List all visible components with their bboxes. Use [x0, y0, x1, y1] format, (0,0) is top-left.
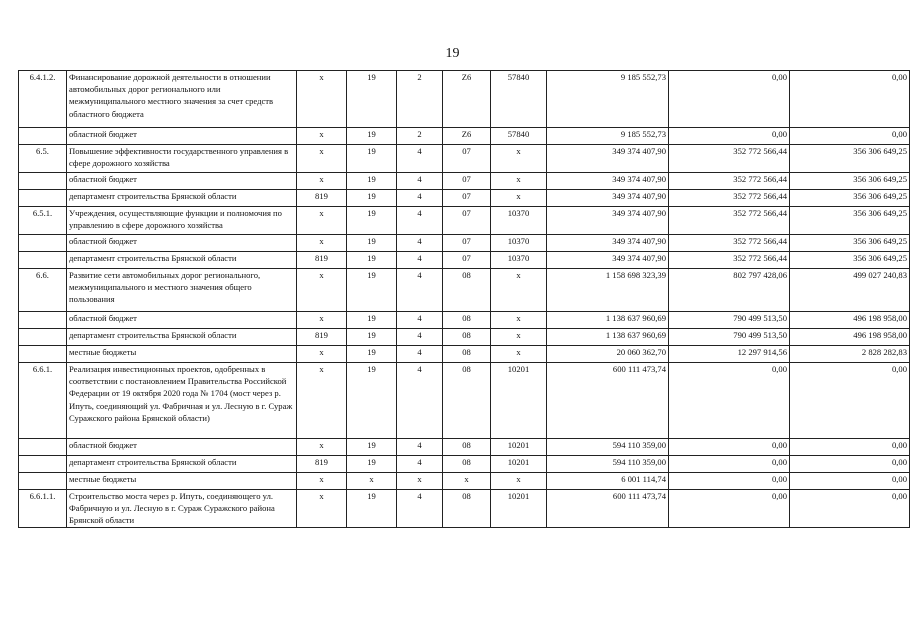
row-expense-code: х	[491, 346, 547, 363]
row-section: 19	[347, 128, 397, 145]
row-grbs: х	[297, 173, 347, 190]
row-expense-code: х	[491, 473, 547, 490]
row-amount-year3: 356 306 649,25	[790, 252, 910, 269]
row-amount-year2: 352 772 566,44	[669, 173, 790, 190]
row-subsection: 4	[397, 190, 443, 207]
row-section: 19	[347, 145, 397, 173]
row-grbs: х	[297, 363, 347, 439]
row-amount-year1: 20 060 362,70	[547, 346, 669, 363]
row-expense-code: х	[491, 173, 547, 190]
row-section: 19	[347, 190, 397, 207]
row-number	[19, 312, 67, 329]
table-row	[19, 456, 910, 473]
row-expense-code: 57840	[491, 128, 547, 145]
table-row	[19, 128, 910, 145]
row-target-code: 08	[443, 456, 491, 473]
row-target-code: 08	[443, 312, 491, 329]
row-grbs: х	[297, 269, 347, 312]
row-grbs: х	[297, 235, 347, 252]
row-amount-year1: 349 374 407,90	[547, 173, 669, 190]
row-grbs: х	[297, 312, 347, 329]
row-amount-year1: 349 374 407,90	[547, 145, 669, 173]
row-amount-year2: 790 499 513,50	[669, 329, 790, 346]
row-name: департамент строительства Брянской области	[67, 190, 297, 207]
row-amount-year2: 0,00	[669, 473, 790, 490]
row-number: 6.6.1.	[19, 363, 67, 439]
row-amount-year3: 356 306 649,25	[790, 145, 910, 173]
row-grbs: 819	[297, 252, 347, 269]
row-number: 6.6.	[19, 269, 67, 312]
row-number	[19, 252, 67, 269]
table-row	[19, 439, 910, 456]
row-amount-year1: 349 374 407,90	[547, 252, 669, 269]
row-name: департамент строительства Брянской области	[67, 456, 297, 473]
row-section: 19	[347, 207, 397, 235]
row-name: областной бюджет	[67, 128, 297, 145]
page-number: 19	[445, 46, 460, 61]
row-name: Развитие сети автомобильных дорог регионального, межмуниципального и местного значения общего пользования	[67, 269, 297, 312]
row-expense-code: 10370	[491, 252, 547, 269]
row-amount-year2: 0,00	[669, 490, 790, 528]
row-section: 19	[347, 235, 397, 252]
row-name: областной бюджет	[67, 235, 297, 252]
row-number: 6.4.1.2.	[19, 71, 67, 128]
row-section: х	[347, 473, 397, 490]
row-section: 19	[347, 363, 397, 439]
row-grbs: х	[297, 346, 347, 363]
row-subsection: 4	[397, 439, 443, 456]
row-amount-year3: 356 306 649,25	[790, 190, 910, 207]
table-row	[19, 329, 910, 346]
row-amount-year2: 12 297 914,56	[669, 346, 790, 363]
row-number	[19, 128, 67, 145]
row-name: департамент строительства Брянской области	[67, 252, 297, 269]
row-target-code: 08	[443, 346, 491, 363]
row-section: 19	[347, 329, 397, 346]
row-target-code: 07	[443, 207, 491, 235]
row-amount-year2: 802 797 428,06	[669, 269, 790, 312]
table-row	[19, 269, 910, 312]
row-target-code: 08	[443, 439, 491, 456]
row-subsection: 4	[397, 490, 443, 528]
row-number	[19, 439, 67, 456]
row-amount-year3: 0,00	[790, 363, 910, 439]
row-amount-year3: 496 198 958,00	[790, 312, 910, 329]
table-row	[19, 473, 910, 490]
row-amount-year2: 352 772 566,44	[669, 207, 790, 235]
table-row	[19, 363, 910, 439]
row-section: 19	[347, 269, 397, 312]
row-target-code: 08	[443, 490, 491, 528]
row-expense-code: 57840	[491, 71, 547, 128]
row-grbs: х	[297, 473, 347, 490]
row-amount-year2: 352 772 566,44	[669, 145, 790, 173]
row-amount-year1: 349 374 407,90	[547, 235, 669, 252]
row-subsection: 4	[397, 145, 443, 173]
row-amount-year3: 356 306 649,25	[790, 173, 910, 190]
row-grbs: х	[297, 490, 347, 528]
row-amount-year3: 0,00	[790, 439, 910, 456]
row-section: 19	[347, 490, 397, 528]
row-name: областной бюджет	[67, 312, 297, 329]
row-amount-year3: 496 198 958,00	[790, 329, 910, 346]
row-amount-year1: 349 374 407,90	[547, 207, 669, 235]
row-grbs: 819	[297, 456, 347, 473]
row-number	[19, 456, 67, 473]
row-amount-year1: 9 185 552,73	[547, 128, 669, 145]
row-section: 19	[347, 71, 397, 128]
row-grbs: 819	[297, 329, 347, 346]
row-amount-year3: 356 306 649,25	[790, 235, 910, 252]
row-amount-year1: 349 374 407,90	[547, 190, 669, 207]
row-target-code: 08	[443, 269, 491, 312]
row-amount-year2: 0,00	[669, 71, 790, 128]
row-subsection: 4	[397, 329, 443, 346]
row-section: 19	[347, 439, 397, 456]
row-amount-year3: 2 828 282,83	[790, 346, 910, 363]
row-subsection: 4	[397, 269, 443, 312]
row-target-code: х	[443, 473, 491, 490]
row-target-code: Z6	[443, 71, 491, 128]
row-expense-code: х	[491, 329, 547, 346]
table-row	[19, 71, 910, 128]
row-number	[19, 190, 67, 207]
row-subsection: 4	[397, 363, 443, 439]
row-subsection: 4	[397, 456, 443, 473]
table-row	[19, 252, 910, 269]
row-section: 19	[347, 456, 397, 473]
row-amount-year3: 0,00	[790, 128, 910, 145]
row-amount-year1: 9 185 552,73	[547, 71, 669, 128]
row-amount-year1: 1 138 637 960,69	[547, 312, 669, 329]
row-subsection: 4	[397, 312, 443, 329]
row-number: 6.6.1.1.	[19, 490, 67, 528]
row-amount-year3: 0,00	[790, 473, 910, 490]
row-name: департамент строительства Брянской области	[67, 329, 297, 346]
row-name: Реализация инвестиционных проектов, одобренных в соответствии с постановлением Правительства Российской Федерации от 19 октября 2020 года № 1704 (мост через р. Ипуть, соединяющий ул. Фабричная и ул. Лесную в г. Сураж Суражского района Брянской области)	[67, 363, 297, 439]
table-row	[19, 235, 910, 252]
row-amount-year1: 594 110 359,00	[547, 456, 669, 473]
row-grbs: х	[297, 207, 347, 235]
row-target-code: 07	[443, 235, 491, 252]
row-amount-year1: 6 001 114,74	[547, 473, 669, 490]
row-number	[19, 346, 67, 363]
row-subsection: 2	[397, 128, 443, 145]
table-row	[19, 490, 910, 528]
row-amount-year2: 0,00	[669, 363, 790, 439]
row-subsection: 4	[397, 252, 443, 269]
row-amount-year2: 352 772 566,44	[669, 235, 790, 252]
row-name: Повышение эффективности государственного управления в сфере дорожного хозяйства	[67, 145, 297, 173]
row-grbs: 819	[297, 190, 347, 207]
table-row	[19, 207, 910, 235]
row-grbs: х	[297, 439, 347, 456]
row-grbs: х	[297, 71, 347, 128]
row-number: 6.5.	[19, 145, 67, 173]
row-name: областной бюджет	[67, 439, 297, 456]
row-amount-year2: 352 772 566,44	[669, 252, 790, 269]
table-row	[19, 312, 910, 329]
row-expense-code: х	[491, 190, 547, 207]
row-amount-year1: 600 111 473,74	[547, 490, 669, 528]
row-name: местные бюджеты	[67, 346, 297, 363]
row-subsection: 4	[397, 207, 443, 235]
row-name: местные бюджеты	[67, 473, 297, 490]
table-row	[19, 173, 910, 190]
row-target-code: 07	[443, 252, 491, 269]
budget-table-body	[19, 71, 910, 528]
row-expense-code: 10201	[491, 363, 547, 439]
row-amount-year2: 0,00	[669, 439, 790, 456]
row-expense-code: х	[491, 269, 547, 312]
row-name: Финансирование дорожной деятельности в отношении автомобильных дорог регионального или межмуниципального местного значения за счет средств областного бюджета	[67, 71, 297, 128]
row-grbs: х	[297, 128, 347, 145]
row-number	[19, 473, 67, 490]
row-section: 19	[347, 173, 397, 190]
row-expense-code: х	[491, 312, 547, 329]
table-row	[19, 346, 910, 363]
row-amount-year1: 594 110 359,00	[547, 439, 669, 456]
row-amount-year3: 0,00	[790, 490, 910, 528]
row-amount-year2: 790 499 513,50	[669, 312, 790, 329]
budget-table	[18, 70, 910, 528]
row-amount-year2: 0,00	[669, 128, 790, 145]
row-amount-year1: 1 138 637 960,69	[547, 329, 669, 346]
row-number: 6.5.1.	[19, 207, 67, 235]
row-name: Строительство моста через р. Ипуть, соединяющего ул. Фабричную и ул. Лесную в г. Сураж Суражского района Брянской области	[67, 490, 297, 528]
row-target-code: 07	[443, 145, 491, 173]
row-expense-code: 10370	[491, 207, 547, 235]
row-number	[19, 329, 67, 346]
row-amount-year3: 0,00	[790, 71, 910, 128]
row-name: Учреждения, осуществляющие функции и полномочия по управлению в сфере дорожного хозяйства	[67, 207, 297, 235]
row-name: областной бюджет	[67, 173, 297, 190]
row-amount-year3: 499 027 240,83	[790, 269, 910, 312]
row-expense-code: х	[491, 145, 547, 173]
row-target-code: 08	[443, 363, 491, 439]
row-subsection: 4	[397, 173, 443, 190]
row-subsection: х	[397, 473, 443, 490]
row-section: 19	[347, 312, 397, 329]
row-target-code: Z6	[443, 128, 491, 145]
table-row	[19, 145, 910, 173]
row-number	[19, 235, 67, 252]
row-amount-year1: 600 111 473,74	[547, 363, 669, 439]
row-section: 19	[347, 252, 397, 269]
row-grbs: х	[297, 145, 347, 173]
row-expense-code: 10201	[491, 490, 547, 528]
row-subsection: 4	[397, 346, 443, 363]
row-target-code: 07	[443, 173, 491, 190]
row-amount-year1: 1 158 698 323,39	[547, 269, 669, 312]
row-target-code: 07	[443, 190, 491, 207]
row-target-code: 08	[443, 329, 491, 346]
row-number	[19, 173, 67, 190]
row-expense-code: 10370	[491, 235, 547, 252]
row-subsection: 2	[397, 71, 443, 128]
row-amount-year3: 356 306 649,25	[790, 207, 910, 235]
row-amount-year3: 0,00	[790, 456, 910, 473]
row-expense-code: 10201	[491, 439, 547, 456]
row-amount-year2: 352 772 566,44	[669, 190, 790, 207]
row-amount-year2: 0,00	[669, 456, 790, 473]
row-section: 19	[347, 346, 397, 363]
row-subsection: 4	[397, 235, 443, 252]
row-expense-code: 10201	[491, 456, 547, 473]
table-row	[19, 190, 910, 207]
